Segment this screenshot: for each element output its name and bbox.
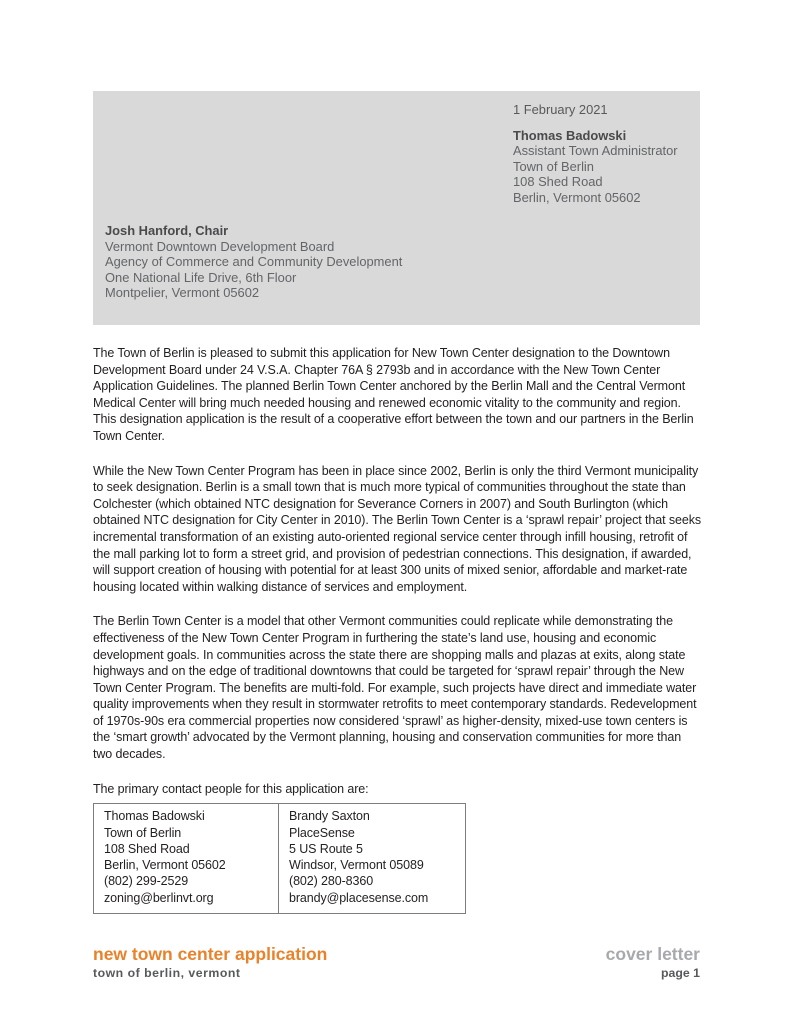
contact-email: brandy@placesense.com — [289, 890, 429, 905]
sender-city: Berlin, Vermont 05602 — [513, 189, 641, 205]
recipient-agency: Agency of Commerce and Community Development — [105, 254, 403, 270]
footer-right — [606, 945, 700, 980]
sender-name: Thomas Badowski — [513, 127, 627, 143]
contact-phone: (802) 280-8360 — [289, 874, 374, 889]
footer-doc-label: cover letter — [605, 944, 700, 964]
contact-street: 108 Shed Road — [104, 841, 190, 856]
contact-cell-consultant — [279, 804, 466, 914]
footer-title: new town center application — [93, 944, 328, 964]
contact-cell-town — [94, 804, 279, 914]
contact-email: zoning@berlinvt.org — [104, 890, 214, 905]
contact-org: PlaceSense — [289, 825, 355, 840]
letter-body — [93, 345, 701, 914]
contact-name: Thomas Badowski — [104, 809, 205, 824]
recipient-address-block — [105, 223, 402, 301]
contacts-intro: The primary contact people for this application are: — [93, 781, 369, 796]
recipient-city: Montpelier, Vermont 05602 — [105, 285, 260, 301]
body-paragraph-3: The Berlin Town Center is a model that other Vermont communities could replicate while demonstrating the effectiveness of the New Town Center Program in furthering the state’s land use, housing and economic development goals. In communities across the state there are shopping malls and plazas at exits, along state highways and on the edge of traditional downtowns that could be targeted for ‘sprawl repair’ through the New Town Center Program. The benefits are multi-fold. For example, such projects have direct and immediate water quality improvements when they result in stormwater retrofits to meet contemporary standards. Redevelopment of 1970s-90s era commercial properties now considered ‘sprawl’ as higher-density, mixed-use town centers is the ‘smart growth’ advocated by the Vermont planning, housing and conservation communities for more than two decades. — [93, 614, 697, 762]
contacts-table — [93, 803, 466, 914]
contact-street: 5 US Route 5 — [289, 841, 363, 856]
body-paragraph-1: The Town of Berlin is pleased to submit this application for New Town Center designation to the Downtown Development Board under 24 V.S.A. Chapter 76A § 2793b and in accordance with the New Town Center Application Guidelines. The planned Berlin Town Center anchored by the Berlin Mall and the Central Vermont Medical Center will bring much needed housing and renewed economic vitality to the community and region. This designation application is the result of a cooperative effort between the town and our partners in the Berlin Town Center. — [93, 346, 694, 443]
sender-street: 108 Shed Road — [513, 174, 603, 190]
contact-phone: (802) 299-2529 — [104, 874, 189, 889]
contact-org: Town of Berlin — [104, 825, 182, 840]
contact-city: Windsor, Vermont 05089 — [289, 858, 424, 873]
footer-page-number: page 1 — [661, 966, 700, 980]
recipient-street: One National Life Drive, 6th Floor — [105, 269, 297, 285]
letter-header-block — [93, 91, 700, 325]
sender-title: Assistant Town Administrator — [513, 143, 678, 159]
table-row — [94, 804, 466, 914]
sender-org: Town of Berlin — [513, 158, 594, 174]
footer-subtitle: town of berlin, vermont — [93, 966, 241, 980]
page-footer — [93, 945, 700, 980]
footer-left — [93, 945, 327, 980]
body-paragraph-2: While the New Town Center Program has been in place since 2002, Berlin is only the third Vermont municipality to seek designation. Berlin is a small town that is much more typical of communities throughout the state than Colchester (which obtained NTC designation for Severance Corners in 2007) and South Burlington (which obtained NTC designation for City Center in 2010). The Berlin Town Center is a ‘sprawl repair’ project that seeks incremental transformation of an existing auto-oriented regional service center through infill housing, retrofit of the mall parking lot to form a street grid, and provision of pedestrian connections. This designation, if awarded, will support creation of housing with potential for at least 300 units of mixed senior, affordable and market-rate housing located within walking distance of services and employment. — [93, 463, 701, 594]
sender-address-block — [513, 102, 678, 206]
recipient-name: Josh Hanford, Chair — [105, 223, 229, 238]
letter-date: 1 February 2021 — [513, 102, 608, 117]
recipient-org: Vermont Downtown Development Board — [105, 238, 335, 254]
contact-name: Brandy Saxton — [289, 809, 370, 824]
contact-city: Berlin, Vermont 05602 — [104, 858, 226, 873]
